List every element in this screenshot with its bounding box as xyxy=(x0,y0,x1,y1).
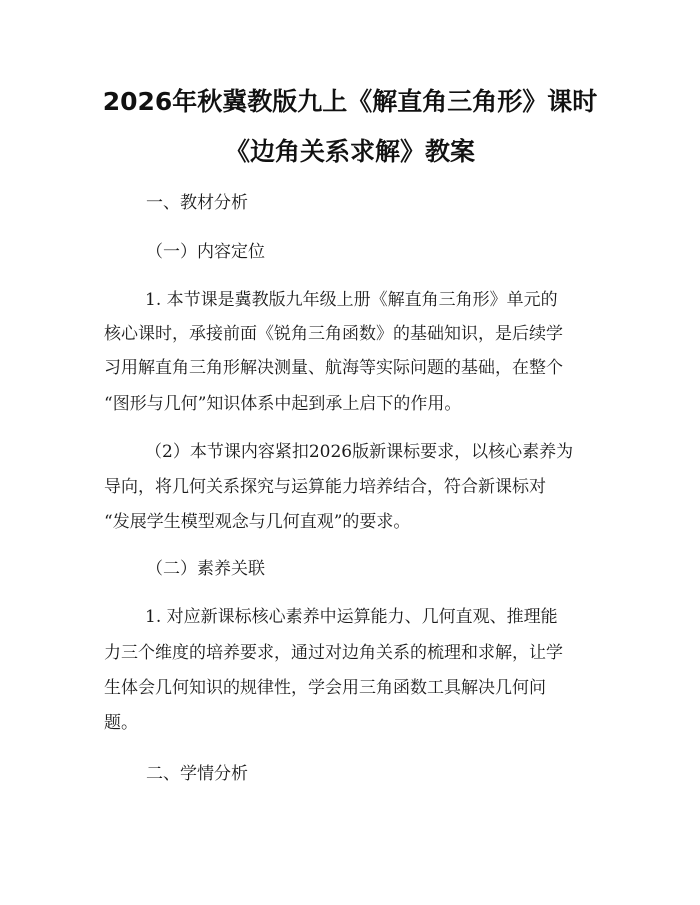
document-title-line-1: 2026年秋冀教版九上《解直角三角形》课时 xyxy=(102,87,598,116)
section-heading-textbook-analysis: 一、教材分析 xyxy=(146,193,248,213)
paragraph-1-line-2: 核心课时，承接前面《锐角三角函数》的基础知识，是后续学 xyxy=(104,324,563,344)
document-title-line-2: 《边角关系求解》教案 xyxy=(224,137,475,166)
paragraph-3-line-3: 生体会几何知识的规律性，学会用三角函数工具解决几何问 xyxy=(104,678,546,698)
paragraph-2-line-3: “发展学生模型观念与几何直观”的要求。 xyxy=(104,512,411,532)
paragraph-1-line-4: “图形与几何”知识体系中起到承上启下的作用。 xyxy=(104,394,462,414)
subsection-heading-literacy-connection: （二）素养关联 xyxy=(146,559,265,579)
subsection-heading-content-positioning: （一）内容定位 xyxy=(146,242,265,262)
paragraph-3-line-4: 题。 xyxy=(104,713,138,733)
paragraph-1-line-3: 习用解直角三角形解决测量、航海等实际问题的基础，在整个 xyxy=(104,358,563,378)
section-heading-learner-analysis: 二、学情分析 xyxy=(146,764,248,784)
paragraph-3-line-1: 1. 对应新课标核心素养中运算能力、几何直观、推理能 xyxy=(145,607,558,627)
paragraph-3-line-2: 力三个维度的培养要求，通过对边角关系的梳理和求解，让学 xyxy=(104,643,563,663)
paragraph-2-line-2: 导向，将几何关系探究与运算能力培养结合，符合新课标对 xyxy=(104,477,546,497)
paragraph-1-line-1: 1. 本节课是冀教版九年级上册《解直角三角形》单元的 xyxy=(145,290,558,310)
paragraph-2-line-1: （2）本节课内容紧扣2026版新课标要求，以核心素养为 xyxy=(145,442,574,462)
